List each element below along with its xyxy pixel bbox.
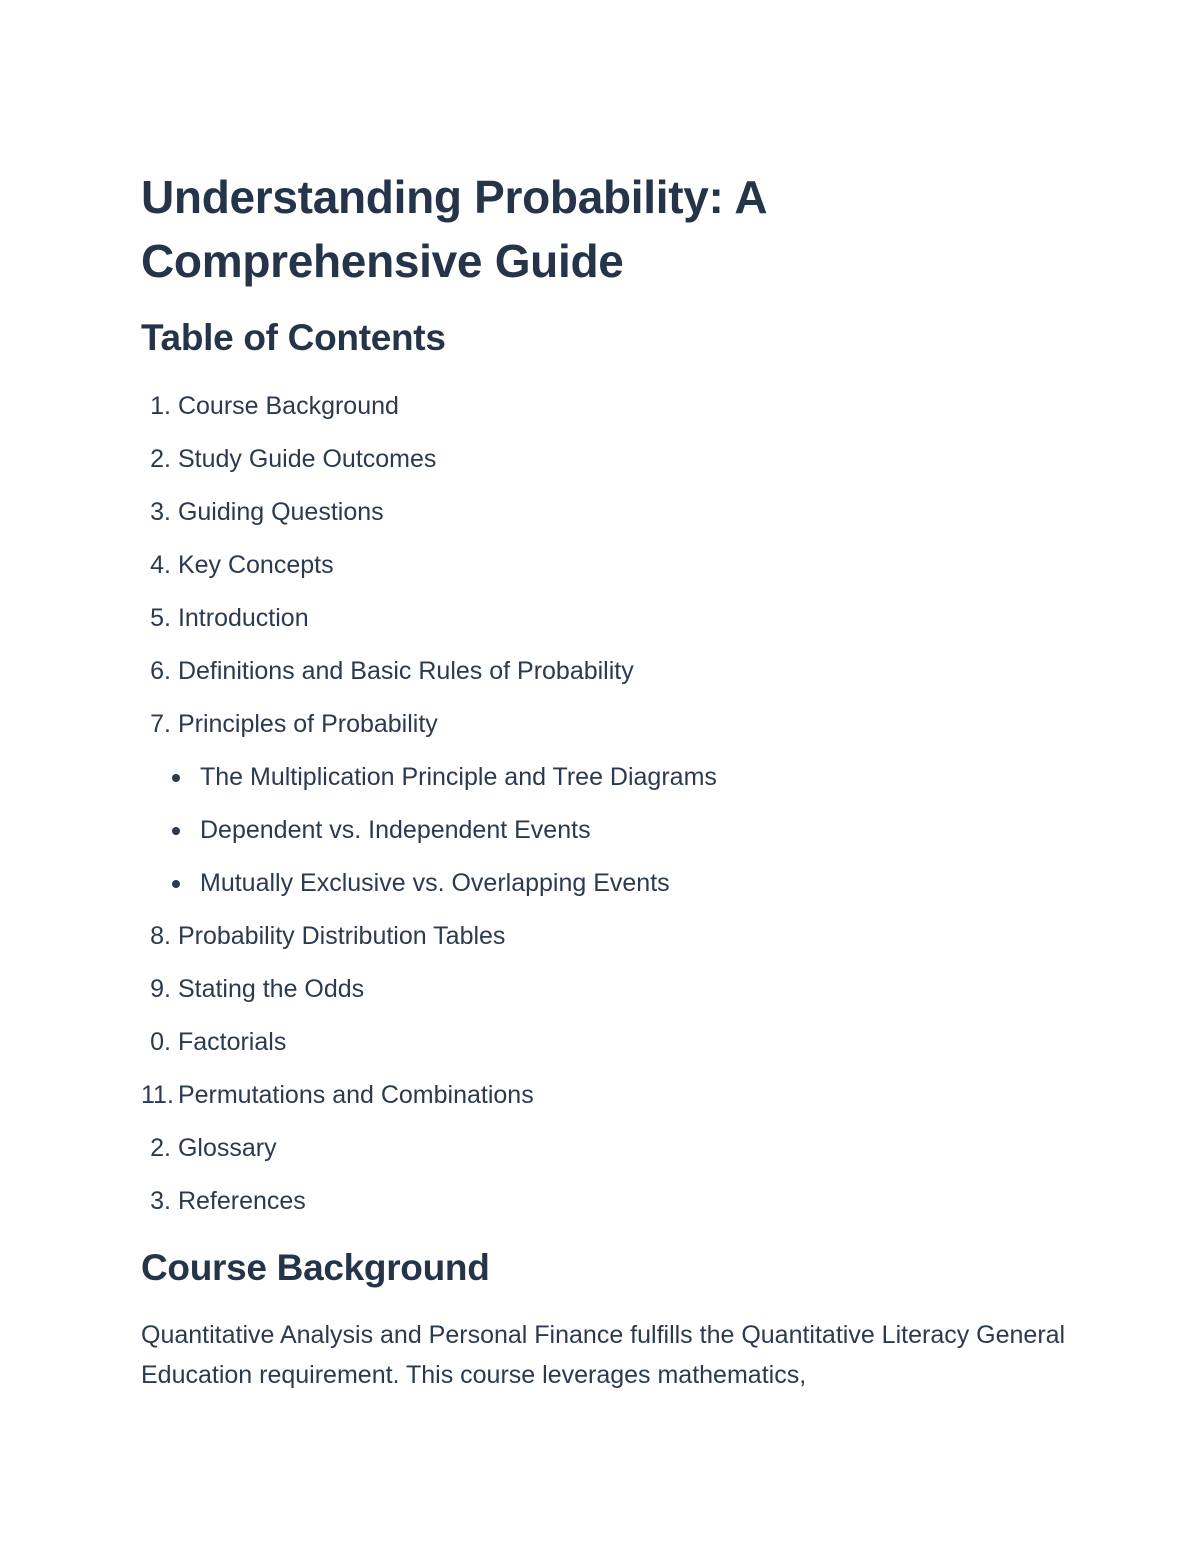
toc-number: 6. [150,657,171,685]
toc-number: 3. [150,498,171,526]
toc-sublabel: The Multiplication Principle and Tree Diagrams [200,763,717,791]
toc-item-guiding-questions[interactable] [141,486,717,539]
toc-number: 5. [150,604,171,632]
toc-item-course-background[interactable] [141,380,717,433]
toc-subitem-dependent-independent[interactable] [141,804,717,857]
toc-item-stating-the-odds[interactable] [141,963,717,1016]
toc-label: Study Guide Outcomes [177,445,437,473]
toc-sublabel: Dependent vs. Independent Events [200,816,591,844]
toc-label: Probability Distribution Tables [177,922,506,950]
toc-item-permutations-combinations[interactable] [141,1069,717,1122]
toc-heading: Table of Contents [141,317,446,358]
toc-label: Principles of Probability [177,710,438,738]
course-background-paragraph: Quantitative Analysis and Personal Finance fulfills the Quantitative Literacy General Education requirement. This course leverages mathematics, [141,1321,1066,1389]
toc-number: 2. [150,445,171,473]
toc-number: 4. [150,551,171,579]
toc-item-distribution-tables[interactable] [141,910,717,963]
toc-label: References [177,1187,306,1215]
toc-number: 1. [150,392,171,420]
toc-label: Stating the Odds [177,975,365,1003]
toc-subitem-multiplication-principle[interactable] [141,751,717,804]
toc-number: 9. [150,975,171,1003]
bullet-icon [172,827,180,835]
toc-label: Glossary [177,1134,277,1162]
bullet-icon [172,880,180,888]
toc-item-references[interactable] [141,1175,717,1228]
toc-number: 7. [150,710,171,738]
table-of-contents [141,380,717,1228]
toc-item-introduction[interactable] [141,592,717,645]
toc-label: Guiding Questions [177,498,384,526]
toc-number: 11. [141,1081,174,1109]
toc-label: Permutations and Combinations [177,1081,534,1109]
toc-item-key-concepts[interactable] [141,539,717,592]
toc-number: 0. [150,1028,171,1056]
document-title: Understanding Probability: A Comprehensive Guide [141,171,766,287]
toc-item-study-guide-outcomes[interactable] [141,433,717,486]
toc-number: 8. [150,922,171,950]
toc-label: Key Concepts [177,551,334,579]
toc-label: Introduction [177,604,309,632]
toc-number: 3. [150,1187,171,1215]
toc-label: Course Background [177,392,399,420]
toc-item-glossary[interactable] [141,1122,717,1175]
toc-item-principles-of-probability[interactable] [141,698,717,751]
toc-sublabel: Mutually Exclusive vs. Overlapping Events [200,869,670,897]
toc-subitem-mutually-exclusive[interactable] [141,857,717,910]
bullet-icon [172,774,180,782]
toc-item-factorials[interactable] [141,1016,717,1069]
toc-number: 2. [150,1134,171,1162]
section-heading-course-background: Course Background [141,1247,490,1288]
toc-label: Definitions and Basic Rules of Probability [177,657,634,685]
toc-item-definitions-basic-rules[interactable] [141,645,717,698]
toc-label: Factorials [177,1028,287,1056]
